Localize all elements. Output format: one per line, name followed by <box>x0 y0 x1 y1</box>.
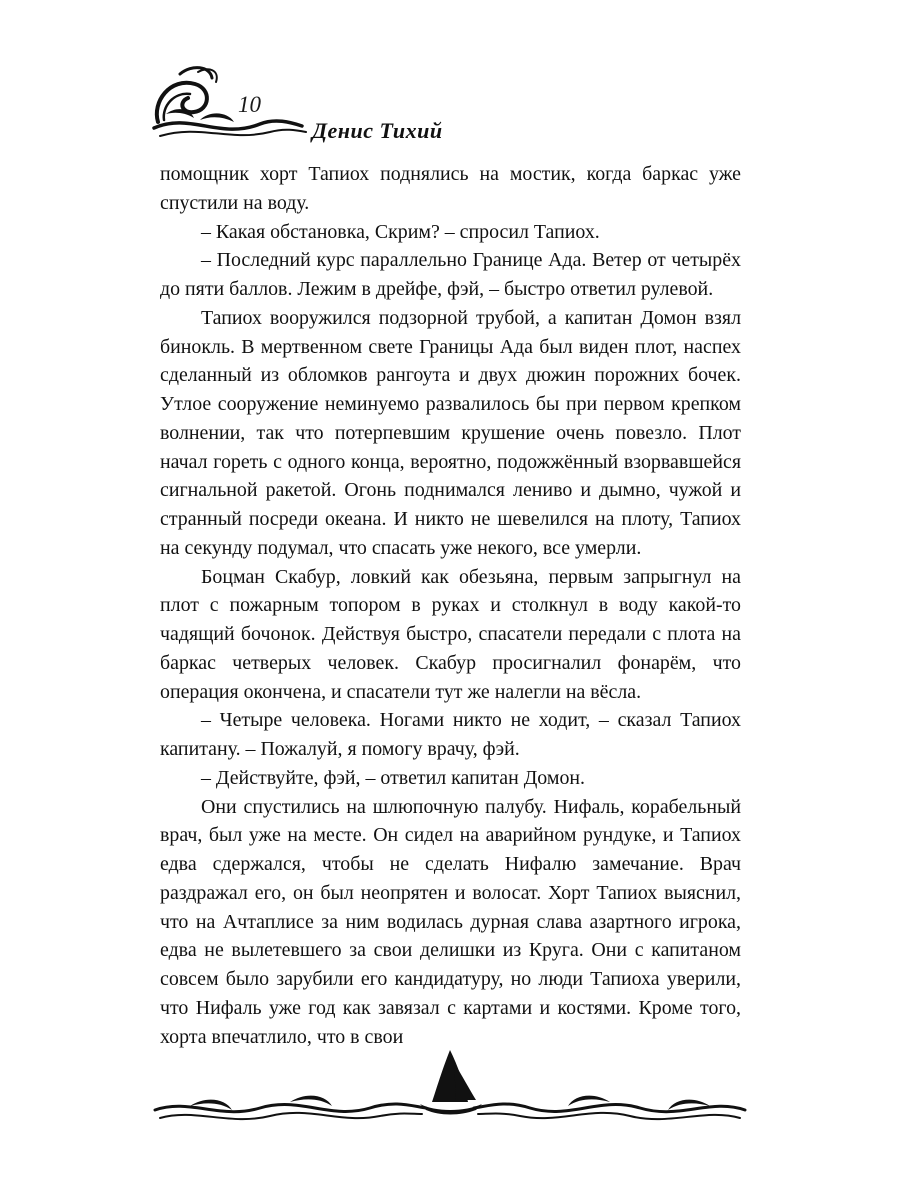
paragraph: помощник хорт Тапиох поднялись на мостик, когда баркас уже спустили на воду. <box>160 163 741 214</box>
author-name: Денис Тихий <box>312 118 443 143</box>
wave-ornament-icon <box>150 62 310 142</box>
paragraph: – Последний курс параллельно Границе Ада. Ветер от четырёх до пяти баллов. Лежим в дрейфе, фэй, – быстро ответил рулевой. <box>160 249 741 300</box>
page-number: 10 <box>238 92 261 117</box>
paragraph: – Четыре человека. Ногами никто не ходит, – сказал Тапиох капитану. – Пожалуй, я помогу врачу, фэй. <box>160 709 741 760</box>
body-text <box>160 160 741 1051</box>
paragraph: Тапиох вооружился подзорной трубой, а капитан Домон взял бинокль. В мертвенном свете Границы Ада был виден плот, наспех сделанный из обломков рангоута и двух дюжин порожних бочек. Утлое сооружение неминуемо развалилось бы при первом крепком волнении, так что потерпевшим крушение очень повезло. Плот начал гореть с одного конца, вероятно, подожжённый взорвавшейся сигнальной ракетой. Огонь поднимался лениво и дымно, чужой и странный посреди океана. И никто не шевелился на плоту, Тапиох на секунду подумал, что спасать уже некого, все умерли. <box>160 306 741 559</box>
paragraph: Они спустились на шлюпочную палубу. Нифаль, корабельный врач, был уже на месте. Он сидел на аварийном рундуке, и Тапиох едва сдержался, чтобы не сделать Нифалю замечание. Врач раздражал его, он был неопрятен и волосат. Хорт Тапиох выяснил, что на Ачтаплисе за ним водилась дурная слава азартного игрока, едва не вылетевшего за свои делишки из Круга. Они с капитаном совсем было зарубили его кандидатуру, но люди Тапиоха уверили, что Нифаль уже год как завязал с картами и костями. Кроме того, хорта впечатлило, что в свои <box>160 795 741 1048</box>
sailboat-wave-ornament-icon <box>150 1040 750 1130</box>
paragraph: – Действуйте, фэй, – ответил капитан Домон. <box>201 766 586 789</box>
paragraph: – Какая обстановка, Скрим? – спросил Тапиох. <box>201 220 600 243</box>
page-header <box>150 62 750 152</box>
paragraph: Боцман Скабур, ловкий как обезьяна, первым запрыгнул на плот с пожарным топором в руках и столкнул в воду какой-то чадящий бочонок. Действуя быстро, спасатели передали с плота на баркас четверых человек. Скабур просигналил фонарём, что операция окончена, и спасатели тут же налегли на вёсла. <box>160 565 741 703</box>
